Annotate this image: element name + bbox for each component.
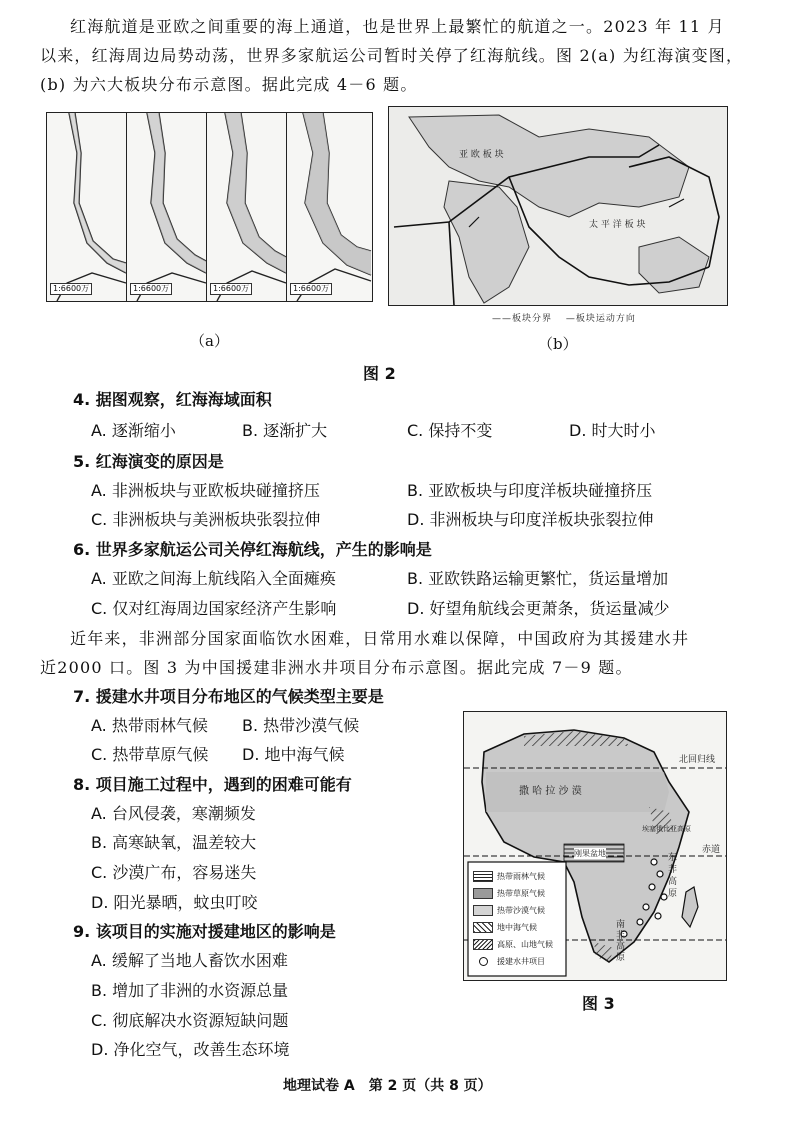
figure3-map bbox=[463, 711, 727, 981]
legend-swatch-2 bbox=[473, 888, 493, 899]
legend-label-5: 高原、山地气候 bbox=[497, 940, 553, 949]
page-footer: 地理试卷 A 第 2 页（共 8 页） bbox=[283, 1078, 492, 1094]
figure3-legend bbox=[473, 868, 553, 970]
q7-option-d[interactable]: D. 地中海气候 bbox=[242, 745, 345, 764]
intro2-line-1: 近年来，非洲部分国家面临饮水困难，日常用水难以保障，中国政府为其援建水井 bbox=[70, 629, 690, 648]
legend-label-3: 热带沙漠气候 bbox=[497, 906, 545, 915]
intro-line-2: 以来，红海周边局势动荡，世界多家航运公司暂时关停了红海航线。图 2(a) 为红海演变图， bbox=[40, 46, 744, 65]
figure2b-drawing bbox=[389, 107, 727, 305]
q4-option-b[interactable]: B. 逐渐扩大 bbox=[242, 421, 328, 440]
intro-line-1: 红海航道是亚欧之间重要的海上通道，也是世界上最繁忙的航道之一。2023 年 11 月 bbox=[70, 17, 725, 36]
label-sahara: 撒 哈 拉 沙 漠 bbox=[519, 786, 582, 797]
scale-label-1: 1:6600万 bbox=[50, 283, 92, 295]
q9-option-c[interactable]: C. 彻底解决水资源短缺问题 bbox=[91, 1011, 289, 1030]
q5-stem: 5. 红海演变的原因是 bbox=[73, 452, 224, 471]
legend-swatch-1 bbox=[473, 871, 493, 882]
legend-item-5 bbox=[473, 936, 553, 953]
label-south-africa: 南 非 高 原 bbox=[616, 920, 626, 963]
plate-label-eurasia: 亚 欧 板 块 bbox=[459, 150, 504, 160]
legend-swatch-3 bbox=[473, 905, 493, 916]
legend-item-4 bbox=[473, 919, 553, 936]
figure2b-label: （b） bbox=[538, 335, 578, 353]
label-congo: 刚果盆地 bbox=[574, 849, 606, 858]
well-icon bbox=[479, 957, 488, 966]
q4-option-a[interactable]: A. 逐渐缩小 bbox=[91, 421, 176, 440]
q9-option-b[interactable]: B. 增加了非洲的水资源总量 bbox=[91, 981, 289, 1000]
label-equator: 赤道 bbox=[702, 845, 721, 855]
figure3-caption: 图 3 bbox=[582, 994, 615, 1013]
q6-option-b[interactable]: B. 亚欧铁路运输更繁忙，货运量增加 bbox=[407, 569, 669, 588]
legend-item-1 bbox=[473, 868, 553, 885]
intro2-paragraph bbox=[40, 624, 770, 682]
q4-stem: 4. 据图观察，红海海域面积 bbox=[73, 390, 272, 409]
legend-boundary: ——板块分界 bbox=[492, 314, 553, 324]
label-east-africa: 东 非 高 原 bbox=[668, 853, 678, 899]
q4-option-d[interactable]: D. 时大时小 bbox=[569, 421, 656, 440]
q4-option-c[interactable]: C. 保持不变 bbox=[407, 421, 493, 440]
figure2b-legend bbox=[492, 311, 636, 324]
q6-option-a[interactable]: A. 亚欧之间海上航线陷入全面瘫痪 bbox=[91, 569, 336, 588]
q9-stem: 9. 该项目的实施对援建地区的影响是 bbox=[73, 922, 336, 941]
legend-swatch-4 bbox=[473, 922, 493, 933]
legend-label-6: 援建水井项目 bbox=[497, 957, 545, 966]
q8-stem: 8. 项目施工过程中，遇到的困难可能有 bbox=[73, 775, 352, 794]
q8-option-c[interactable]: C. 沙漠广布，容易迷失 bbox=[91, 863, 257, 882]
q9-option-d[interactable]: D. 净化空气，改善生态环境 bbox=[91, 1040, 290, 1059]
intro-line-3: (b) 为六大板块分布示意图。据此完成 4－6 题。 bbox=[40, 75, 418, 94]
legend-item-3 bbox=[473, 902, 553, 919]
q7-option-b[interactable]: B. 热带沙漠气候 bbox=[242, 716, 360, 735]
scale-label-3: 1:6600万 bbox=[210, 283, 252, 295]
figure2a-drawing bbox=[47, 113, 372, 301]
q7-stem: 7. 援建水井项目分布地区的气候类型主要是 bbox=[73, 687, 384, 706]
label-ethiopia: 埃塞俄比亚高原 bbox=[642, 825, 691, 833]
q5-option-b[interactable]: B. 亚欧板块与印度洋板块碰撞挤压 bbox=[407, 481, 653, 500]
figure2-caption: 图 2 bbox=[363, 364, 396, 383]
q5-option-d[interactable]: D. 非洲板块与印度洋板块张裂拉伸 bbox=[407, 510, 654, 529]
intro2-line-2: 近2000 口。图 3 为中国援建非洲水井项目分布示意图。据此完成 7－9 题。 bbox=[40, 658, 633, 677]
legend-item-2 bbox=[473, 885, 553, 902]
legend-direction: —板块运动方向 bbox=[565, 314, 636, 324]
legend-item-6 bbox=[473, 953, 553, 970]
q6-option-c[interactable]: C. 仅对红海周边国家经济产生影响 bbox=[91, 599, 337, 618]
legend-swatch-5 bbox=[473, 939, 493, 950]
q5-option-c[interactable]: C. 非洲板块与美洲板块张裂拉伸 bbox=[91, 510, 321, 529]
scale-label-4: 1:6600万 bbox=[290, 283, 332, 295]
figure2a-map bbox=[46, 112, 373, 302]
legend-label-4: 地中海气候 bbox=[497, 923, 537, 932]
intro-paragraph bbox=[40, 12, 760, 99]
q8-option-b[interactable]: B. 高寒缺氧，温差较大 bbox=[91, 833, 257, 852]
label-tropic-north: 北回归线 bbox=[679, 755, 716, 765]
q7-option-c[interactable]: C. 热带草原气候 bbox=[91, 745, 209, 764]
legend-label-2: 热带草原气候 bbox=[497, 889, 545, 898]
figure2a-label: （a） bbox=[190, 332, 229, 350]
scale-label-2: 1:6600万 bbox=[130, 283, 172, 295]
q8-option-a[interactable]: A. 台风侵袭，寒潮频发 bbox=[91, 804, 256, 823]
q9-option-a[interactable]: A. 缓解了当地人畜饮水困难 bbox=[91, 951, 288, 970]
figure2b-map bbox=[388, 106, 728, 306]
q8-option-d[interactable]: D. 阳光暴晒，蚊虫叮咬 bbox=[91, 893, 258, 912]
q7-option-a[interactable]: A. 热带雨林气候 bbox=[91, 716, 208, 735]
q5-option-a[interactable]: A. 非洲板块与亚欧板块碰撞挤压 bbox=[91, 481, 320, 500]
q6-stem: 6. 世界多家航运公司关停红海航线，产生的影响是 bbox=[73, 540, 432, 559]
plate-label-pacific: 太 平 洋 板 块 bbox=[589, 220, 646, 230]
q6-option-d[interactable]: D. 好望角航线会更萧条，货运量减少 bbox=[407, 599, 670, 618]
legend-label-1: 热带雨林气候 bbox=[497, 872, 545, 881]
